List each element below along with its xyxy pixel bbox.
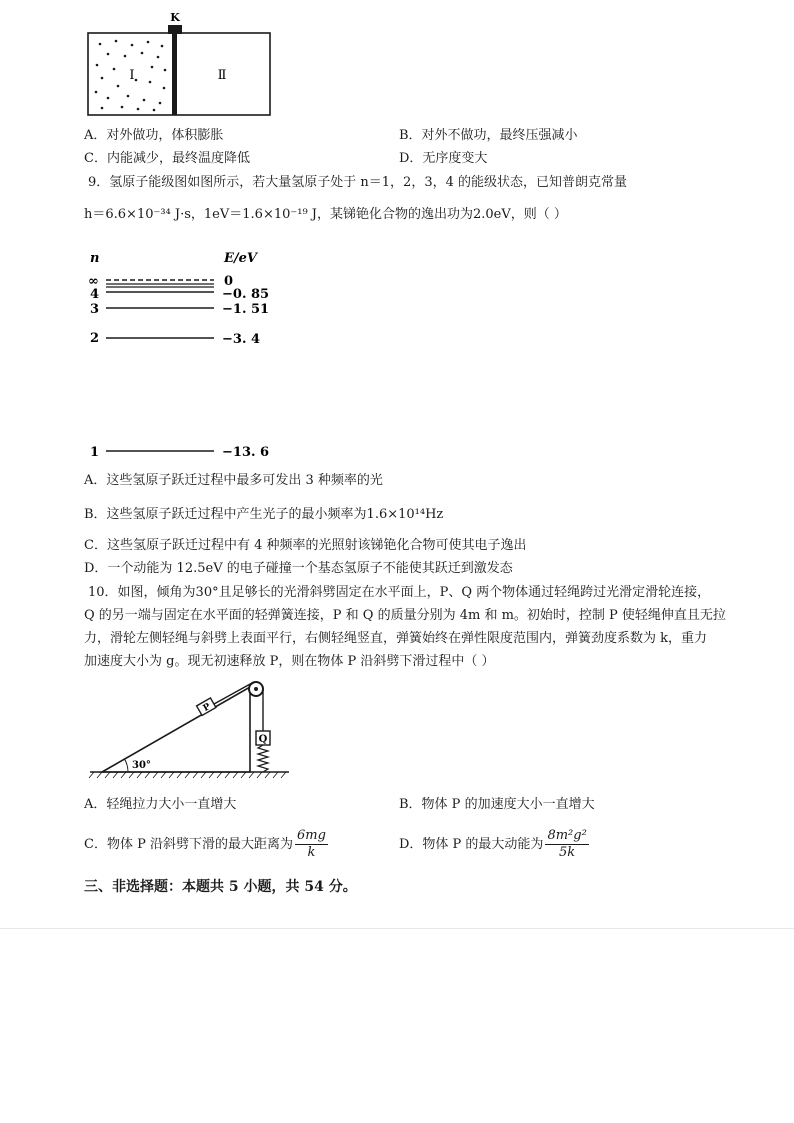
pulley-axle bbox=[254, 687, 258, 691]
level-e-2: −3. 4 bbox=[222, 332, 261, 347]
n-header: n bbox=[90, 251, 100, 266]
valve-label: K bbox=[170, 11, 180, 24]
fraction-c bbox=[295, 828, 328, 861]
q8-option-c: C．内能减少，最终温度降低 bbox=[84, 151, 250, 166]
fraction-d bbox=[545, 828, 588, 861]
level-n-3: 3 bbox=[90, 302, 100, 317]
q8-option-d: D．无序度变大 bbox=[399, 151, 488, 166]
q8-option-b: B．对外不做功，最终压强减小 bbox=[399, 128, 578, 143]
q10-stem-line2: Q 的另一端与固定在水平面的轻弹簧连接，P 和 Q 的质量分别为 4m 和 m。初始时，控制 P 使轻绳伸直且无拉 bbox=[84, 608, 726, 623]
page-divider bbox=[0, 928, 794, 929]
q10-option-c-text: C．物体 P 沿斜劈下滑的最大距离为 bbox=[84, 836, 293, 852]
level-e-1: −13. 6 bbox=[222, 445, 270, 460]
q10-stem-line1: 10．如图，倾角为30°且足够长的光滑斜劈固定在水平面上，P、Q 两个物体通过轻绳跨过光滑定滑轮连接， bbox=[88, 585, 711, 600]
level-n-2: 2 bbox=[90, 331, 100, 346]
region-2-label: Ⅱ bbox=[217, 68, 227, 83]
incline-pulley-figure bbox=[84, 676, 294, 782]
level-n-1: 1 bbox=[90, 445, 100, 460]
fraction-c-numerator: 6mg bbox=[296, 828, 326, 843]
ground-hatching bbox=[89, 772, 286, 778]
rope-left bbox=[214, 683, 252, 704]
q9-stem-line2: h＝6.6×10⁻³⁴ J·s，1eV＝1.6×10⁻¹⁹ J，某锑铯化合物的逸出功为2.0eV，则（ ） bbox=[84, 207, 567, 222]
block-p bbox=[197, 698, 217, 716]
q9-option-c: C．这些氢原子跃迁过程中有 4 种频率的光照射该锑铯化合物可使其电子逸出 bbox=[84, 538, 527, 553]
q9-stem-line1: 9．氢原子能级图如图所示，若大量氢原子处于 n＝1，2，3，4 的能级状态，已知普朗克常量 bbox=[88, 175, 627, 190]
q10-stem-line3: 力，滑轮左侧轻绳与斜劈上表面平行，右侧轻绳竖直，弹簧始终在弹性限度范围内，弹簧劲度系数为 k，重力 bbox=[84, 631, 708, 646]
q10-option-d bbox=[399, 828, 589, 861]
q10-stem-line4: 加速度大小为 g。现无初速释放 P，则在物体 P 沿斜劈下滑过程中（ ） bbox=[84, 654, 495, 669]
fraction-d-denominator: 5k bbox=[559, 845, 576, 860]
q10-option-a: A．轻绳拉力大小一直增大 bbox=[84, 797, 237, 812]
q9-option-b: B．这些氢原子跃迁过程中产生光子的最小频率为1.6×10¹⁴Hz bbox=[84, 507, 444, 522]
q9-option-a: A．这些氢原子跃迁过程中最多可发出 3 种频率的光 bbox=[84, 473, 383, 488]
gas-container-figure bbox=[80, 8, 280, 120]
level-n-inf: ∞ bbox=[88, 274, 99, 289]
partition bbox=[172, 33, 177, 115]
section3-heading: 三、非选择题：本题共 5 小题，共 54 分。 bbox=[84, 879, 357, 895]
q9-option-d: D．一个动能为 12.5eV 的电子碰撞一个基态氢原子不能使其跃迁到激发态 bbox=[84, 561, 513, 576]
q10-option-b: B．物体 P 的加速度大小一直增大 bbox=[399, 797, 595, 812]
level-n-4: 4 bbox=[90, 287, 100, 302]
container-box bbox=[88, 33, 270, 115]
q10-option-d-text: D．物体 P 的最大动能为 bbox=[399, 836, 544, 852]
block-p-label: P bbox=[201, 701, 213, 715]
e-header: E/eV bbox=[224, 251, 258, 266]
q8-option-a: A．对外做功，体积膨胀 bbox=[84, 128, 224, 143]
q10-option-c bbox=[84, 828, 328, 861]
level-e-3: −1. 51 bbox=[222, 302, 270, 317]
level-e-4: −0. 85 bbox=[222, 287, 270, 302]
block-q-label: Q bbox=[258, 734, 268, 745]
angle-label: 30° bbox=[132, 760, 151, 771]
angle-arc bbox=[125, 759, 129, 772]
spring bbox=[258, 745, 268, 772]
fraction-d-numerator: 8m²g² bbox=[547, 828, 587, 843]
level-e-inf: 0 bbox=[224, 274, 234, 289]
energy-level-diagram bbox=[84, 244, 284, 462]
region-1-label: Ⅰ bbox=[129, 68, 135, 83]
fraction-c-denominator: k bbox=[307, 845, 316, 860]
